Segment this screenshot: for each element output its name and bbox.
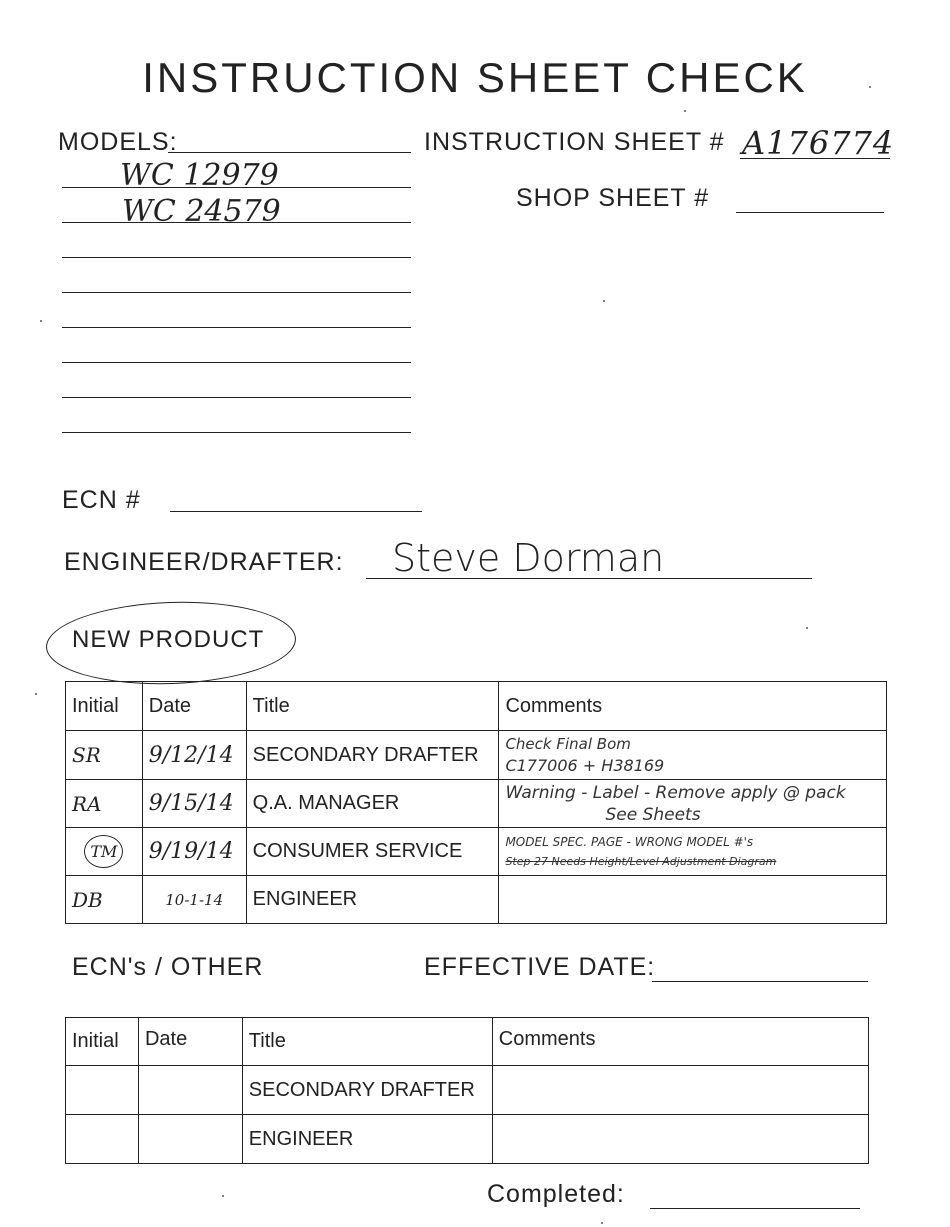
completed-label: Completed: [487,1180,625,1208]
row-initial[interactable]: SR [66,731,143,780]
row-date[interactable]: 9/19/14 [142,828,246,876]
models-line-0 [168,152,411,153]
engineer-drafter-label: ENGINEER/DRAFTER: [64,548,344,576]
row-date[interactable]: 10-1-14 [142,876,246,924]
header-initial: Initial [66,682,143,731]
models-line-7[interactable] [62,397,411,398]
row-initial[interactable]: DB [66,876,143,924]
engineer-drafter-value[interactable]: Steve Dorman [392,536,665,580]
row-date[interactable]: 9/12/14 [142,731,246,780]
model-entry-2[interactable]: WC 24579 [122,194,281,229]
shop-sheet-field[interactable] [736,212,884,213]
scan-speck [603,300,605,302]
row-comments[interactable] [492,1115,868,1164]
shop-sheet-label: SHOP SHEET # [516,184,710,212]
models-line-2 [62,222,411,223]
table-row [66,828,887,876]
ecns-header-row [66,1018,869,1066]
row-comments[interactable] [499,876,887,924]
scan-speck [806,627,808,629]
comment-line-2: See Sheets [605,804,701,825]
models-line-6[interactable] [62,362,411,363]
scan-speck [601,1222,603,1224]
comment-line-1: Warning - Label - Remove apply @ pack [505,782,846,803]
models-line-1 [62,187,411,188]
comment-line-2: C177006 + H38169 [505,756,665,775]
table-row [66,1115,869,1164]
row-comments[interactable] [499,731,887,780]
row-comments[interactable] [499,780,887,828]
new-product-table [65,681,887,924]
row-initial[interactable] [66,1066,139,1115]
header-comments: Comments [499,682,887,731]
header-title: Title [246,682,499,731]
table-row [66,1066,869,1115]
new-product-label: NEW PRODUCT [72,626,265,653]
scan-speck [869,86,871,88]
row-title: SECONDARY DRAFTER [242,1066,492,1115]
models-line-3[interactable] [62,257,411,258]
comment-line-1: MODEL SPEC. PAGE - WRONG MODEL #'s [505,834,754,849]
header-date: Date [142,682,246,731]
models-label: MODELS: [58,128,178,156]
effective-date-label: EFFECTIVE DATE: [424,953,656,981]
models-line-4[interactable] [62,292,411,293]
scan-speck [35,693,37,695]
row-title: CONSUMER SERVICE [246,828,499,876]
ecns-other-table [65,1017,869,1164]
row-title: SECONDARY DRAFTER [246,731,499,780]
instruction-sheet-value[interactable]: A176774 [742,124,895,162]
ecn-field[interactable] [170,511,422,512]
initial-circle: TM [84,835,123,868]
header-title: Title [242,1018,492,1066]
header-comments: Comments [492,1018,868,1066]
instruction-sheet-line [740,158,890,159]
table-row [66,731,887,780]
header-initial: Initial [66,1018,139,1066]
table-row [66,780,887,828]
new-product-header-row [66,682,887,731]
row-comments[interactable] [499,828,887,876]
row-date[interactable] [138,1066,242,1115]
row-initial[interactable] [66,1115,139,1164]
comment-line-1: Check Final Bom [505,735,631,753]
models-line-5[interactable] [62,327,411,328]
scan-speck [222,1195,224,1197]
row-date[interactable]: 9/15/14 [142,780,246,828]
row-title: ENGINEER [246,876,499,924]
models-line-8[interactable] [62,432,411,433]
comment-line-2-struck: Step 27 Needs Height/Level Adjustment Diagram [505,854,777,868]
table-row [66,876,887,924]
scan-speck [40,320,42,322]
row-comments[interactable] [492,1066,868,1115]
scan-speck [684,110,686,112]
ecns-other-label: ECN's / OTHER [72,953,264,981]
engineer-drafter-line [366,578,812,579]
instruction-sheet-label: INSTRUCTION SHEET # [424,128,725,156]
ecn-label: ECN # [62,486,141,514]
row-title: ENGINEER [242,1115,492,1164]
effective-date-field[interactable] [652,981,868,982]
row-title: Q.A. MANAGER [246,780,499,828]
completed-field[interactable] [650,1208,860,1209]
model-entry-1[interactable]: WC 12979 [120,158,279,193]
page-title: INSTRUCTION SHEET CHECK [142,54,808,101]
row-date[interactable] [138,1115,242,1164]
row-initial[interactable] [66,828,143,876]
header-date: Date [138,1018,242,1066]
row-initial[interactable]: RA [66,780,143,828]
